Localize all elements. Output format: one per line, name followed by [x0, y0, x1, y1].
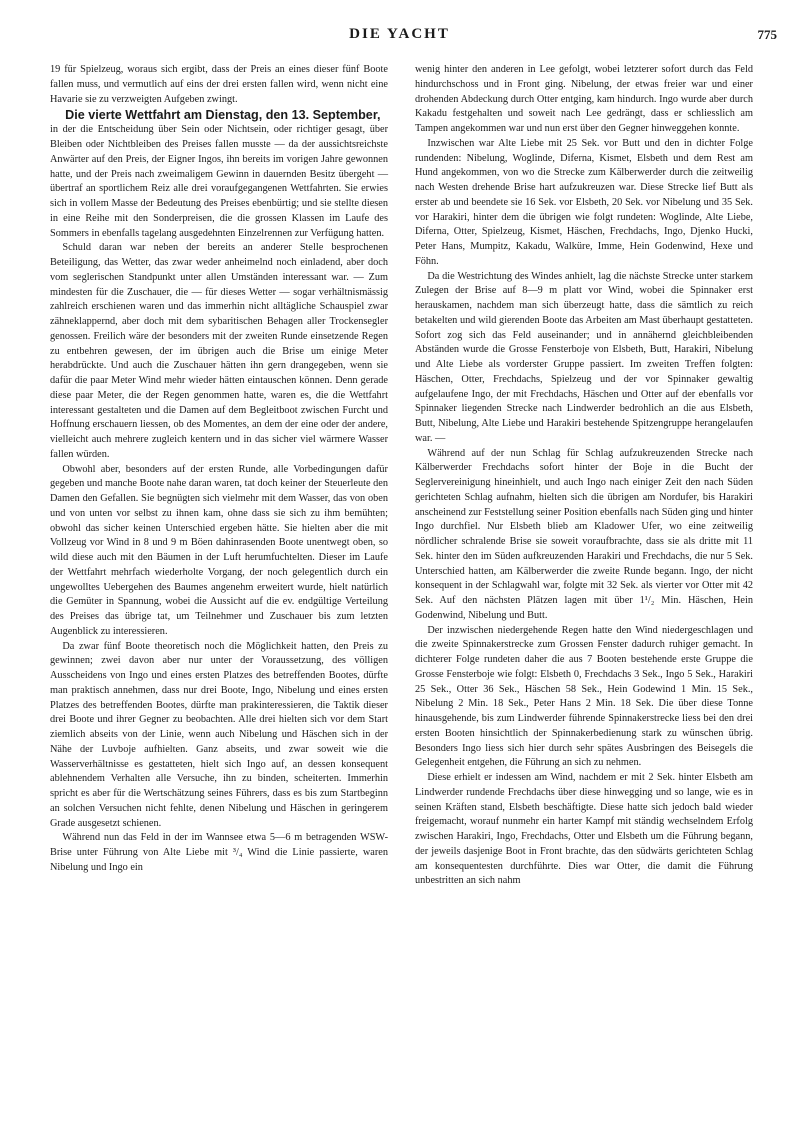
- running-title: DIE YACHT: [349, 26, 450, 42]
- paragraph: Während auf der nun Schlag für Schlag aufzukreuzenden Strecke nach Kälberwerder Frechdachs sofort hinter der Boje in die Bucht der Seglervereinigung hineinhielt, und auch Ingo nach einiger Zeit den nach Süden gerichteten Schlag aufnahm, hielten sich die übrigen am Nordufer, bis Harakiri anscheinend zur Feststellung seiner Position ebenfalls nach Süden ging und hinter Ingo durchfiel. Nur Elsbeth blieb am Kladower Ufer, wo eine zeitweilig nördlicher schralende Brise sie soweit voraufbrachte, dass sie als dritte mit 11 Sek. hinter den im Süden aufkreuzenden Harakiri und Frechdachs, die nur 5 Sek. Unterschied hatten, am Kälberwerder die zweite Runde begann. Ingo, der nicht konsequent in der Schlagwahl war, folgte mit 32 Sek. als vierter vor Otter mit 42 Sek. Auf den nächsten Plätzen lagen mit über 1¹/₂ Min. Häschen, Hein Godenwind, Nibelung und Butt.: [415, 447, 754, 621]
- paragraph: 19 für Spielzeug, woraus sich ergibt, dass der Preis an eines dieser fünf Boote fallen muss, und vermutlich auf eins der drei ersten fallen wird, wenn nicht eine Havarie sie zu verzweigten Aufgeben zwingt.: [50, 64, 388, 105]
- page-number: 775: [757, 27, 777, 42]
- paragraph: Obwohl aber, besonders auf der ersten Runde, alle Vorbedingungen dafür gegeben und manche Boote nahe daran waren, tat doch keiner der Steuerleute den Damen den Gefallen. Sie begnügten sich vielmehr mit dem Wasser, das von oben und von unten vor selbst zu ihnen kam, ohne dass sie sich zu ihm bemühten; obwohl das sicher keinen Unterschied ergeben hätte. Sie hielten aber die mit Vollzeug vor Wind in 8 und 9 m Böen dahinrasenden Boote unentwegt oben, so wild diese auch mit den Bäumen in der Luft herumfuchtelten. Dieser im Laufe der Wettfahrt mehrfach wiederholte Vorgang, der noch gelegentlich durch ein ungewolltes Uebergehen des Baumes angenehm erweitert wurde, hielt natürlich die Gemüter in Spannung, wobei die Aussicht auf die ev. endgültige Verteilung des Preises das übrige tat, um Teilnehmer und Zuschauer bis zum letzten Augenblick zu interessieren.: [50, 463, 388, 637]
- paragraph: Während nun das Feld in der im Wannsee etwa 5—6 m betragenden WSW-Brise unter Führung von Alte Liebe mit ³/₄ Wind die Linie passierte, waren Nibelung und Ingo ein: [50, 832, 388, 873]
- paragraph: Schuld daran war neben der bereits an anderer Stelle besprochenen Beteiligung, das Wetter, das zwar weder anheimelnd noch einladend, aber doch vom seglerischen Standpunkt unter allen Umständen interessant war. — Zum mindesten für die Zuschauer, die — für dieses Wetter — sogar verhältnismässig zahlreich erschienen waren und das immerhin nicht alltägliche Schauspiel zwar zähneklappernd, aber doch mit dem sybaritischen Behagen aller Trockensegler genossen. Freilich wäre der besonders mit der zweiten Runde einsetzende Regen zu entbehren gewesen, der im übrigen auch die Brise um einige Meter herabdrückte. Und auch die Zuschauer hätten ihn gern drangegeben, wenn sie dafür die paar Meter Wind mehr wieder hätten eintauschen können. Denn gerade diese paar Meter, die der Regen genommen hatte, waren es, die die Wettfahrt interessant gestalteten und die Damen auf dem Begleitboot zwischen Furcht und Hoffnung erschauern liessen, ob des Momentes, an dem der eine oder der andere, vielleicht auch mehrere zugleich kentern und in das sicher viel wärmere Wasser fallen würden.: [50, 242, 388, 460]
- paragraph: Da zwar fünf Boote theoretisch noch die Möglichkeit hatten, den Preis zu gewinnen; zwei davon aber nur unter der Voraussetzung, des völligen Ausscheidens von Ingo und eines ersten Platzes des betreffenden Bootes, dürfte man praktisch annehmen, dass nur drei Boote, Ingo, Nibelung und eines ersten Platzes des betreffenden Bootes, dürfte man prakinteressieren, die Taktik dieser drei Boote und ihrer Gegner zu beobachten. Alle drei hielten sich vor dem Start ziemlich abseits von der Linie, wenn auch Nibelung und Häschen sich in der Nähe der Luvboje aufhielten. Ganz abseits, und zwar soweit wie die Wasserverhältnisse es gestatteten, hielt sich Ingo auf, an dessen konsequent ablehnendem Verhalten alle Versuche, ihn zu binden, scheiterten. Immerhin spricht es aber für die Wertschätzung seines Führers, dass es bis zum Startbeginn an solchen Versuchen nicht fehlte, denen Nibelung und Häschen in geringerem Grade ausgesetzt schienen.: [50, 640, 388, 829]
- paragraph: Da die Westrichtung des Windes anhielt, lag die nächste Strecke unter starkem Zulegen der Brise auf 8—9 m platt vor Wind, wobei die Spinnaker erst herauskamen, nachdem man sich überzeugt hatte, dass die sämtlich zu reich betakelten und wild gierenden Boote das Arbeiten am Mast überhaupt gestatteten. Sofort zog sich das Feld auseinander; und in annähernd gleichbleibenden Abständen wurde die Grosse Fensterboje von Elsbeth, Butt, Harakiri, Nibelung und Alte Liebe als vorderster Gruppe passiert. Im zweiten Treffen folgten: Häschen, Otter, Frechdachs, Spielzeug und der vor Spinnaker gewaltig aufgelaufene Ingo, der mit Frechdachs, Häschen und Otter auf der ebenfalls vor Spinnaker liegenden Strecke nach Lindwerder bedrohlich an die aus Elsbeth, Butt, Nibelung, Alte Liebe und Harakiri bestehende Spitzengruppe herangelaufen war. —: [415, 270, 753, 444]
- paragraph: wenig hinter den anderen in Lee gefolgt, wobei letzterer sofort durch das Feld hindurchschoss und in Front ging. Nibelung, der etwas freier war und einer drohenden Abdeckung durch Otter entging, kam hindurch. Ingo wurde aber durch Kakadu festgehalten und soweit nach Lee gedrängt, dass er schliesslich am Tampen angekommen war und nun erst über den Gegner hinweggehen konnte.: [415, 64, 753, 134]
- right-column: [415, 63, 753, 889]
- section-heading: Die vierte Wettfahrt am Dienstag, den 13. September,: [65, 108, 381, 123]
- left-column: [50, 63, 388, 876]
- paragraph: in der die Entscheidung über Sein oder Nichtsein, oder richtiger gesagt, über Bleiben oder Nichtbleiben des Preises fallen musste — da der aussichtsreichste Anwärter auf den Preis, der Eigner Ingos, ihn bereits im vorigen Jahre gewonnen hatte, und der Preis nach zweimaligem Gewinn in dauernden Besitz übergeht — übertraf an sportlichem Reiz alle drei voraufgegangenen Wettfahrten. Sie erwies sich in vollem Masse der Bedeutung des Preises ebenbürtig; und sie stellte diesen in eine Reihe mit den Sonderpreisen, die die grossen Klassen im Laufe des Sommers in ebenfalls tagelang ausgedehnten Einzelrennen zur Verfügung hatten.: [50, 124, 388, 239]
- paragraph: Diese erhielt er indessen am Wind, nachdem er mit 2 Sek. hinter Elsbeth am Lindwerder rundende Frechdachs über diese hinwegging und so lange, wie es in seinen Kräften stand, Elsbeth beschäftigte. Diese hatte sich jedoch bald wieder freigemacht, worauf nunmehr ein harter Kampf mit ständig wechselndem Erfolg zwischen Harakiri, Ingo, Frechdachs, Otter und Elsbeth um die Führung begann, der jeweils dasjenige Boot in Front brachte, das den südwärts gerichteten Schlag am konsequentesten durchführte. Dies war Otter, die damit die Führung unbestritten an sich nahm: [415, 772, 753, 887]
- running-head: [0, 26, 799, 46]
- paragraph: Der inzwischen niedergehende Regen hatte den Wind niedergeschlagen und die zweite Spinnakerstrecke zum Grossen Fenster dadurch ruhiger gemacht. In dichterer Folge rundeten daher die aus 7 Booten bestehende erste Gruppe die Grosse Fensterboje wie folgt: Elsbeth 0, Frechdachs 3 Sek., Ingo 5 Sek., Harakiri 25 Sek., Otter 36 Sek., Häschen 58 Sek., Hein Godewind 1 Min. 15 Sek., Nibelung 2 Min. 18 Sek., Peter Hans 2 Min. 18 Sek. Die über diese Tonne hinausgehende, bis zum Lindwerder führende Spinnakerstrecke liess bei den drei ersten Booten hinsichtlich der Spinnakerbedienung stark zu wünschen übrig. Besonders Ingo liess sich hier durch sehr spätes Ausbringen des Beisegels die Gelegenheit entgehen, die Führung an sich zu nehmen.: [415, 624, 753, 769]
- paragraph: Inzwischen war Alte Liebe mit 25 Sek. vor Butt und den in dichter Folge rundenden: Nibelung, Woglinde, Diferna, Kismet, Elsbeth und dem Rest am Hund angekommen, von wo die Strecke zum Kälberwerder durch die zeitweilig nach Westen drehende Brise hart aufzukreuzen war. Diese Strecke lief Butt als erster ab und beendete sie 16 Sek. vor Elsbeth, 20 Sek. vor Nibelung und 35 Sek. vor Harakiri, hinter dem die übrigen wie folgt rundeten: Woglinde, Alte Liebe, Diferna, Otter, Spielzeug, Kismet, Häschen, Frechdachs, Ingo, Djenko Hucki, Peter Hans, Mumpitz, Kakadu, Walküre, Imme, Hein Godenwind, Hexe und Föhn.: [415, 137, 753, 267]
